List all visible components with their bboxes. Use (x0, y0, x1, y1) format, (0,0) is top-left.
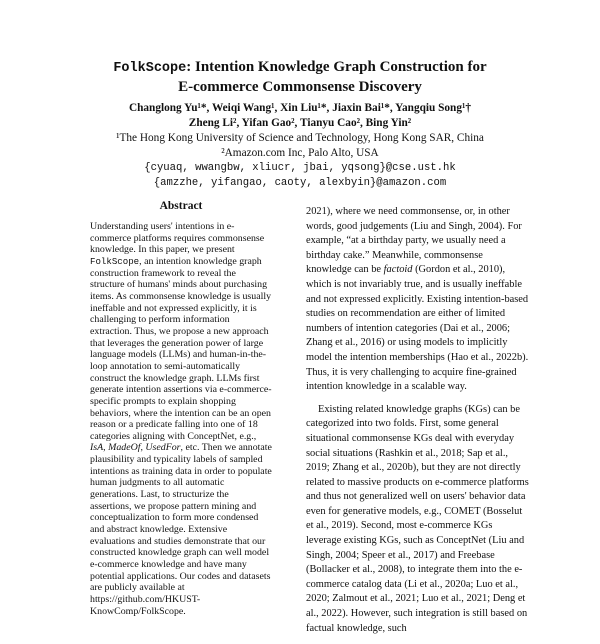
email-line-2: {amzzhe, yifangao, caoty, alexbyin}@amazon.com (153, 177, 447, 189)
body-paragraph-2: Existing related knowledge graphs (KGs) can be categorized into two folds. First, some general situational commonsense KGs deal with everyday social situations (Rashkin et al., 2018; Sap et al., 2019; Zhang et al., 2020b), but they are not directly related to massive products on e-commerce platforms and thus not generalized well on users' behavior data even for generative models, e.g., COMET (Bosselut et al., 2019). Second, most e-commerce KGs leverage existing KGs, such as ConceptNet (Liu and Singh, 2004; Speer et al., 2017) and Freebase (Bollacker et al., 2008), to integrate them into the e-commerce catalog data (Li et al., 2020a; Luo et al., 2020; Zalmout et al., 2021; Luo et al., 2021; Deng et al., 2022). However, such integration is still based on factual knowledge, such (306, 403, 529, 634)
affiliation-1: ¹The Hong Kong University of Science and Technology, Hong Kong SAR, China (116, 132, 484, 144)
abstract-heading: Abstract (159, 200, 203, 212)
author-names-line2: Zheng Li², Yifan Gao², Tianyu Cao², Bing Yin² (188, 117, 412, 129)
body-paragraph-1 (306, 205, 530, 395)
abstract-text-2: , an intention knowledge graph construction framework to reveal the structure of humans' minds about purchasing items. As commonsense knowledge is usually ineffable and not expressed explicitly, it is challenging to perform information extraction. Thus, we propose a new approach that leverages the generation power of large language models (LLMs) and human-in-the-loop annotation to semi-automatically construct the knowledge graph. LLMs first generate intention assertions via e-commerce-specific prompts to explain shopping behaviors, where the intention can be an open reason or a predicate falling into one of 18 categories aligning with ConceptNet, e.g., (90, 255, 272, 442)
system-name: FolkScope (113, 61, 187, 76)
body-column-right (306, 205, 530, 644)
body-p1-italic: factoid (383, 264, 413, 276)
author-names-line1: Changlong Yu¹*, Weiqi Wang¹, Xin Liu¹*, Jiaxin Bai¹*, Yangqiu Song¹† (128, 102, 472, 114)
abstract-column (90, 200, 272, 617)
affiliation-2: ²Amazon.com Inc, Palo Alto, USA (221, 147, 379, 159)
author-block (60, 101, 540, 191)
abstract-sep-1: , (103, 442, 109, 454)
abstract-system-name: FolkScope (90, 255, 140, 267)
paper-title (60, 58, 540, 97)
title-line2: E-commerce Commonsense Discovery (178, 79, 422, 95)
relation-madeof: MadeOf (108, 442, 141, 454)
abstract-body (90, 221, 272, 617)
body-p1-text-b: (Gordon et al., 2010), which is not invariably true, and is usually ineffable and not expressed explicitly. Existing intention-based studies on recommendation are either of limited numbers of intention categories (Dai et al., 2006; Zhang et al., 2016) or using models to implicitly model the intention memberships (Hao et al., 2022b). Thus, it is very challenging to acquire fine-grained intention knowledge in a scalable way. (306, 264, 529, 393)
relation-isa: IsA (90, 442, 104, 454)
title-line1: : Intention Knowledge Graph Construction for (186, 59, 487, 75)
abstract-sep-2: , (140, 442, 146, 454)
body-p1-text-a: 2021), where we need commonsense, or, in other words, good judgements (Liu and Singh, 2004). For example, “at a birthday party, we usually need a birthday cake.” Meanwhile, commonsense knowledge can be (306, 206, 522, 276)
email-line-1: {cyuaq, wwangbw, xliucr, jbai, yqsong}@cse.ust.hk (144, 162, 456, 174)
abstract-text-1: Understanding users' intentions in e-commerce platforms requires commonsense knowledge. In this paper, we present (90, 221, 265, 256)
abstract-text-3: , etc. Then we annotate plausibility and typicality labels of sampled intentions as training data in order to populate human judgments to all automatic generations. Last, to structurize the assertions, we propose pattern mining and conceptualization to form more condensed and abstract knowledge. Extensive evaluations and studies demonstrate that our constructed knowledge graph can well model e-commerce knowledge and have many potential applications. Our codes and datasets are publicly available at https://github.com/HKUST-KnowComp/FolkScope. (90, 442, 272, 617)
relation-usedfor: UsedFor (145, 442, 181, 454)
